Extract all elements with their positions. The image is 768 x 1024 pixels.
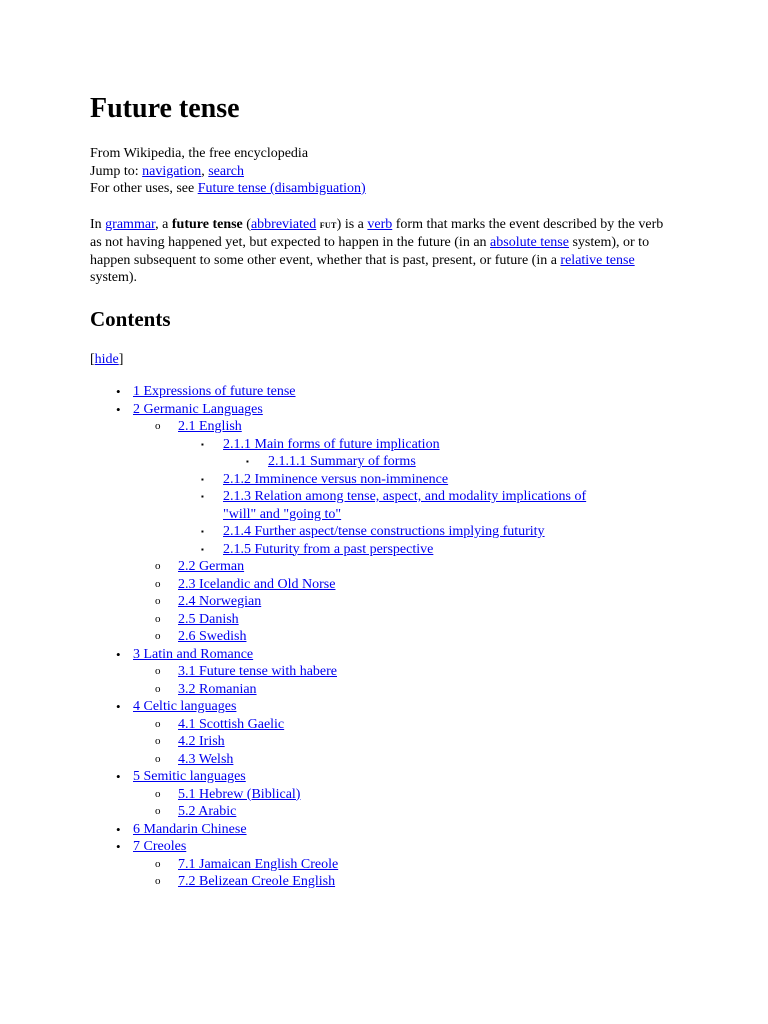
toc-item [90, 821, 678, 839]
contents-heading: Contents [90, 306, 171, 331]
bullet-disc-icon: • [116, 839, 121, 854]
bullet-circle-icon: o [155, 857, 161, 870]
bullet-square-icon: ▪ [201, 439, 204, 449]
grammar-link[interactable]: grammar [105, 216, 156, 232]
toc-item [133, 558, 678, 576]
toc-link[interactable]: 4 Celtic languages [133, 699, 237, 714]
fut-abbreviation: fut [319, 218, 337, 231]
toc-item [133, 681, 678, 699]
toc-item [133, 751, 678, 769]
toc-sublist [133, 786, 678, 821]
intro-text: ) is a [336, 216, 368, 232]
toc-link[interactable]: 2.1.4 Further aspect/tense constructions implying futurity [223, 524, 545, 539]
toc-link[interactable]: 2.1 English [178, 419, 242, 434]
jump-to-label: Jump to: [90, 163, 143, 179]
toc-link[interactable]: 4.3 Welsh [178, 751, 234, 767]
intro-text: , a [155, 216, 172, 232]
toc-item [90, 698, 678, 768]
bullet-disc-icon: • [116, 699, 121, 714]
toc-sublist [133, 663, 678, 698]
toc-item [133, 856, 678, 874]
absolute-tense-link[interactable]: absolute tense [490, 235, 569, 250]
term-future-tense: future tense [171, 216, 243, 232]
toc-item [223, 453, 678, 471]
toc-link[interactable]: 5.2 Arabic [178, 804, 237, 819]
toc-link[interactable]: 2.1.1.1 Summary of forms [268, 454, 416, 469]
toc-link[interactable]: 3 Latin and Romance [133, 646, 254, 662]
article-meta [90, 145, 678, 198]
bullet-square-icon: ▪ [201, 544, 204, 554]
toc-sublist [223, 453, 678, 471]
intro-text: system). [90, 270, 138, 285]
intro-paragraph [90, 216, 678, 287]
toc-link[interactable]: 3.1 Future tense with habere [178, 664, 338, 679]
bullet-disc-icon: • [116, 401, 121, 417]
toc-link[interactable]: 2.1.1 Main forms of future implication [223, 436, 440, 452]
bullet-disc-icon: • [116, 384, 121, 399]
toc-item [133, 611, 678, 629]
bullet-square-icon: ▪ [201, 492, 204, 501]
relative-tense-link[interactable]: relative tense [560, 252, 635, 268]
bullet-circle-icon: o [155, 735, 161, 747]
toc-hide-link[interactable]: hide [94, 351, 119, 367]
bullet-circle-icon: o [155, 630, 161, 642]
bullet-disc-icon: • [116, 821, 121, 837]
toggle-bracket-close: ] [118, 351, 124, 367]
toc-item [133, 716, 678, 734]
toc-item [90, 838, 678, 891]
toc-link[interactable]: 2.6 Swedish [178, 629, 247, 644]
toc-item [133, 663, 678, 681]
toc-item [90, 383, 678, 401]
toc-item [133, 786, 678, 804]
toc-item [178, 436, 678, 471]
toc-item [133, 418, 678, 558]
toc-sublist [133, 856, 678, 891]
toc-item [133, 733, 678, 751]
toc-link[interactable]: 2 Germanic Languages [133, 401, 263, 417]
toc-link[interactable]: 7 Creoles [133, 839, 187, 854]
toc-link[interactable]: 2.4 Norwegian [178, 594, 262, 609]
toc-link[interactable]: 2.3 Icelandic and Old Norse [178, 576, 336, 592]
bullet-circle-icon: o [155, 665, 161, 677]
toc-link[interactable]: 4.2 Irish [178, 734, 225, 749]
toc-item [133, 593, 678, 611]
disambiguation-link[interactable]: Future tense (disambiguation) [197, 181, 366, 196]
intro-text: ( [242, 216, 251, 232]
bullet-circle-icon: o [155, 682, 161, 695]
abbreviated-link[interactable]: abbreviated [250, 216, 317, 232]
jump-separator: , [201, 163, 209, 179]
toc-sublist [133, 418, 678, 646]
bullet-circle-icon: o [155, 420, 161, 432]
bullet-circle-icon: o [155, 612, 161, 625]
toc-toggle [90, 351, 678, 369]
toc-item [90, 768, 678, 821]
toc-link[interactable]: 7.1 Jamaican English Creole [178, 856, 339, 872]
page-title: Future tense [90, 93, 240, 124]
toc-link[interactable]: 4.1 Scottish Gaelic [178, 716, 285, 732]
bullet-circle-icon: o [155, 787, 161, 800]
intro-text: In [90, 216, 106, 232]
bullet-circle-icon: o [155, 560, 161, 572]
toc-item [178, 523, 678, 541]
toc-link[interactable]: 6 Mandarin Chinese [133, 821, 247, 837]
toc-item [133, 803, 678, 821]
verb-link[interactable]: verb [367, 216, 393, 232]
toc-item [178, 541, 678, 559]
bullet-circle-icon: o [155, 752, 161, 765]
bullet-circle-icon: o [155, 577, 161, 590]
bullet-circle-icon: o [155, 805, 161, 817]
bullet-square-icon: ▪ [201, 527, 204, 536]
toc-item [178, 488, 678, 523]
toc-link[interactable]: 3.2 Romanian [178, 681, 257, 697]
toc-link[interactable]: 2.1.2 Imminence versus non-imminence [223, 471, 449, 487]
toggle-bracket-open: [ [90, 351, 95, 367]
toc-sublist [178, 436, 678, 559]
toc-link[interactable]: 2.2 German [178, 559, 245, 574]
hatnote-prefix: For other uses, see [90, 181, 198, 196]
toc-link[interactable]: 1 Expressions of future tense [133, 384, 296, 399]
toc-item [90, 646, 678, 699]
hatnote [90, 180, 678, 198]
toc-link[interactable]: 5 Semitic languages [133, 769, 246, 784]
toc-item [133, 576, 678, 594]
bullet-disc-icon: • [116, 769, 121, 784]
toc-link[interactable]: 2.1.5 Futurity from a past perspective [223, 541, 434, 557]
bullet-circle-icon: o [155, 595, 161, 607]
site-subtitle: From Wikipedia, the free encyclopedia [90, 146, 309, 161]
toc-sublist [133, 716, 678, 769]
bullet-circle-icon: o [155, 717, 161, 730]
bullet-square-icon: ▪ [246, 457, 249, 466]
intro-text: form that marks the event described by the verb as not having happened yet, but expected to happen in the future (in an [90, 216, 664, 250]
toc-link[interactable]: 2.5 Danish [178, 611, 239, 627]
bullet-disc-icon: • [116, 646, 121, 662]
bullet-circle-icon: o [155, 875, 161, 887]
toc-item [133, 628, 678, 646]
toc-item [178, 471, 678, 489]
toc-link[interactable]: 7.2 Belizean Creole English [178, 874, 336, 889]
table-of-contents [90, 383, 678, 891]
intro-text: system), or to happen subsequent to some other event, whether that is past, present, or future (in a [90, 235, 650, 268]
jump-search-link[interactable]: search [208, 163, 244, 179]
toc-item [133, 873, 678, 891]
jump-links [90, 163, 678, 181]
bullet-square-icon: ▪ [201, 474, 204, 484]
toc-link[interactable]: 5.1 Hebrew (Biblical) [178, 786, 301, 802]
jump-navigation-link[interactable]: navigation [142, 163, 202, 179]
toc-link[interactable]: 2.1.3 Relation among tense, aspect, and modality implications of "will" and "going to" [223, 489, 587, 522]
toc-item [90, 401, 678, 646]
